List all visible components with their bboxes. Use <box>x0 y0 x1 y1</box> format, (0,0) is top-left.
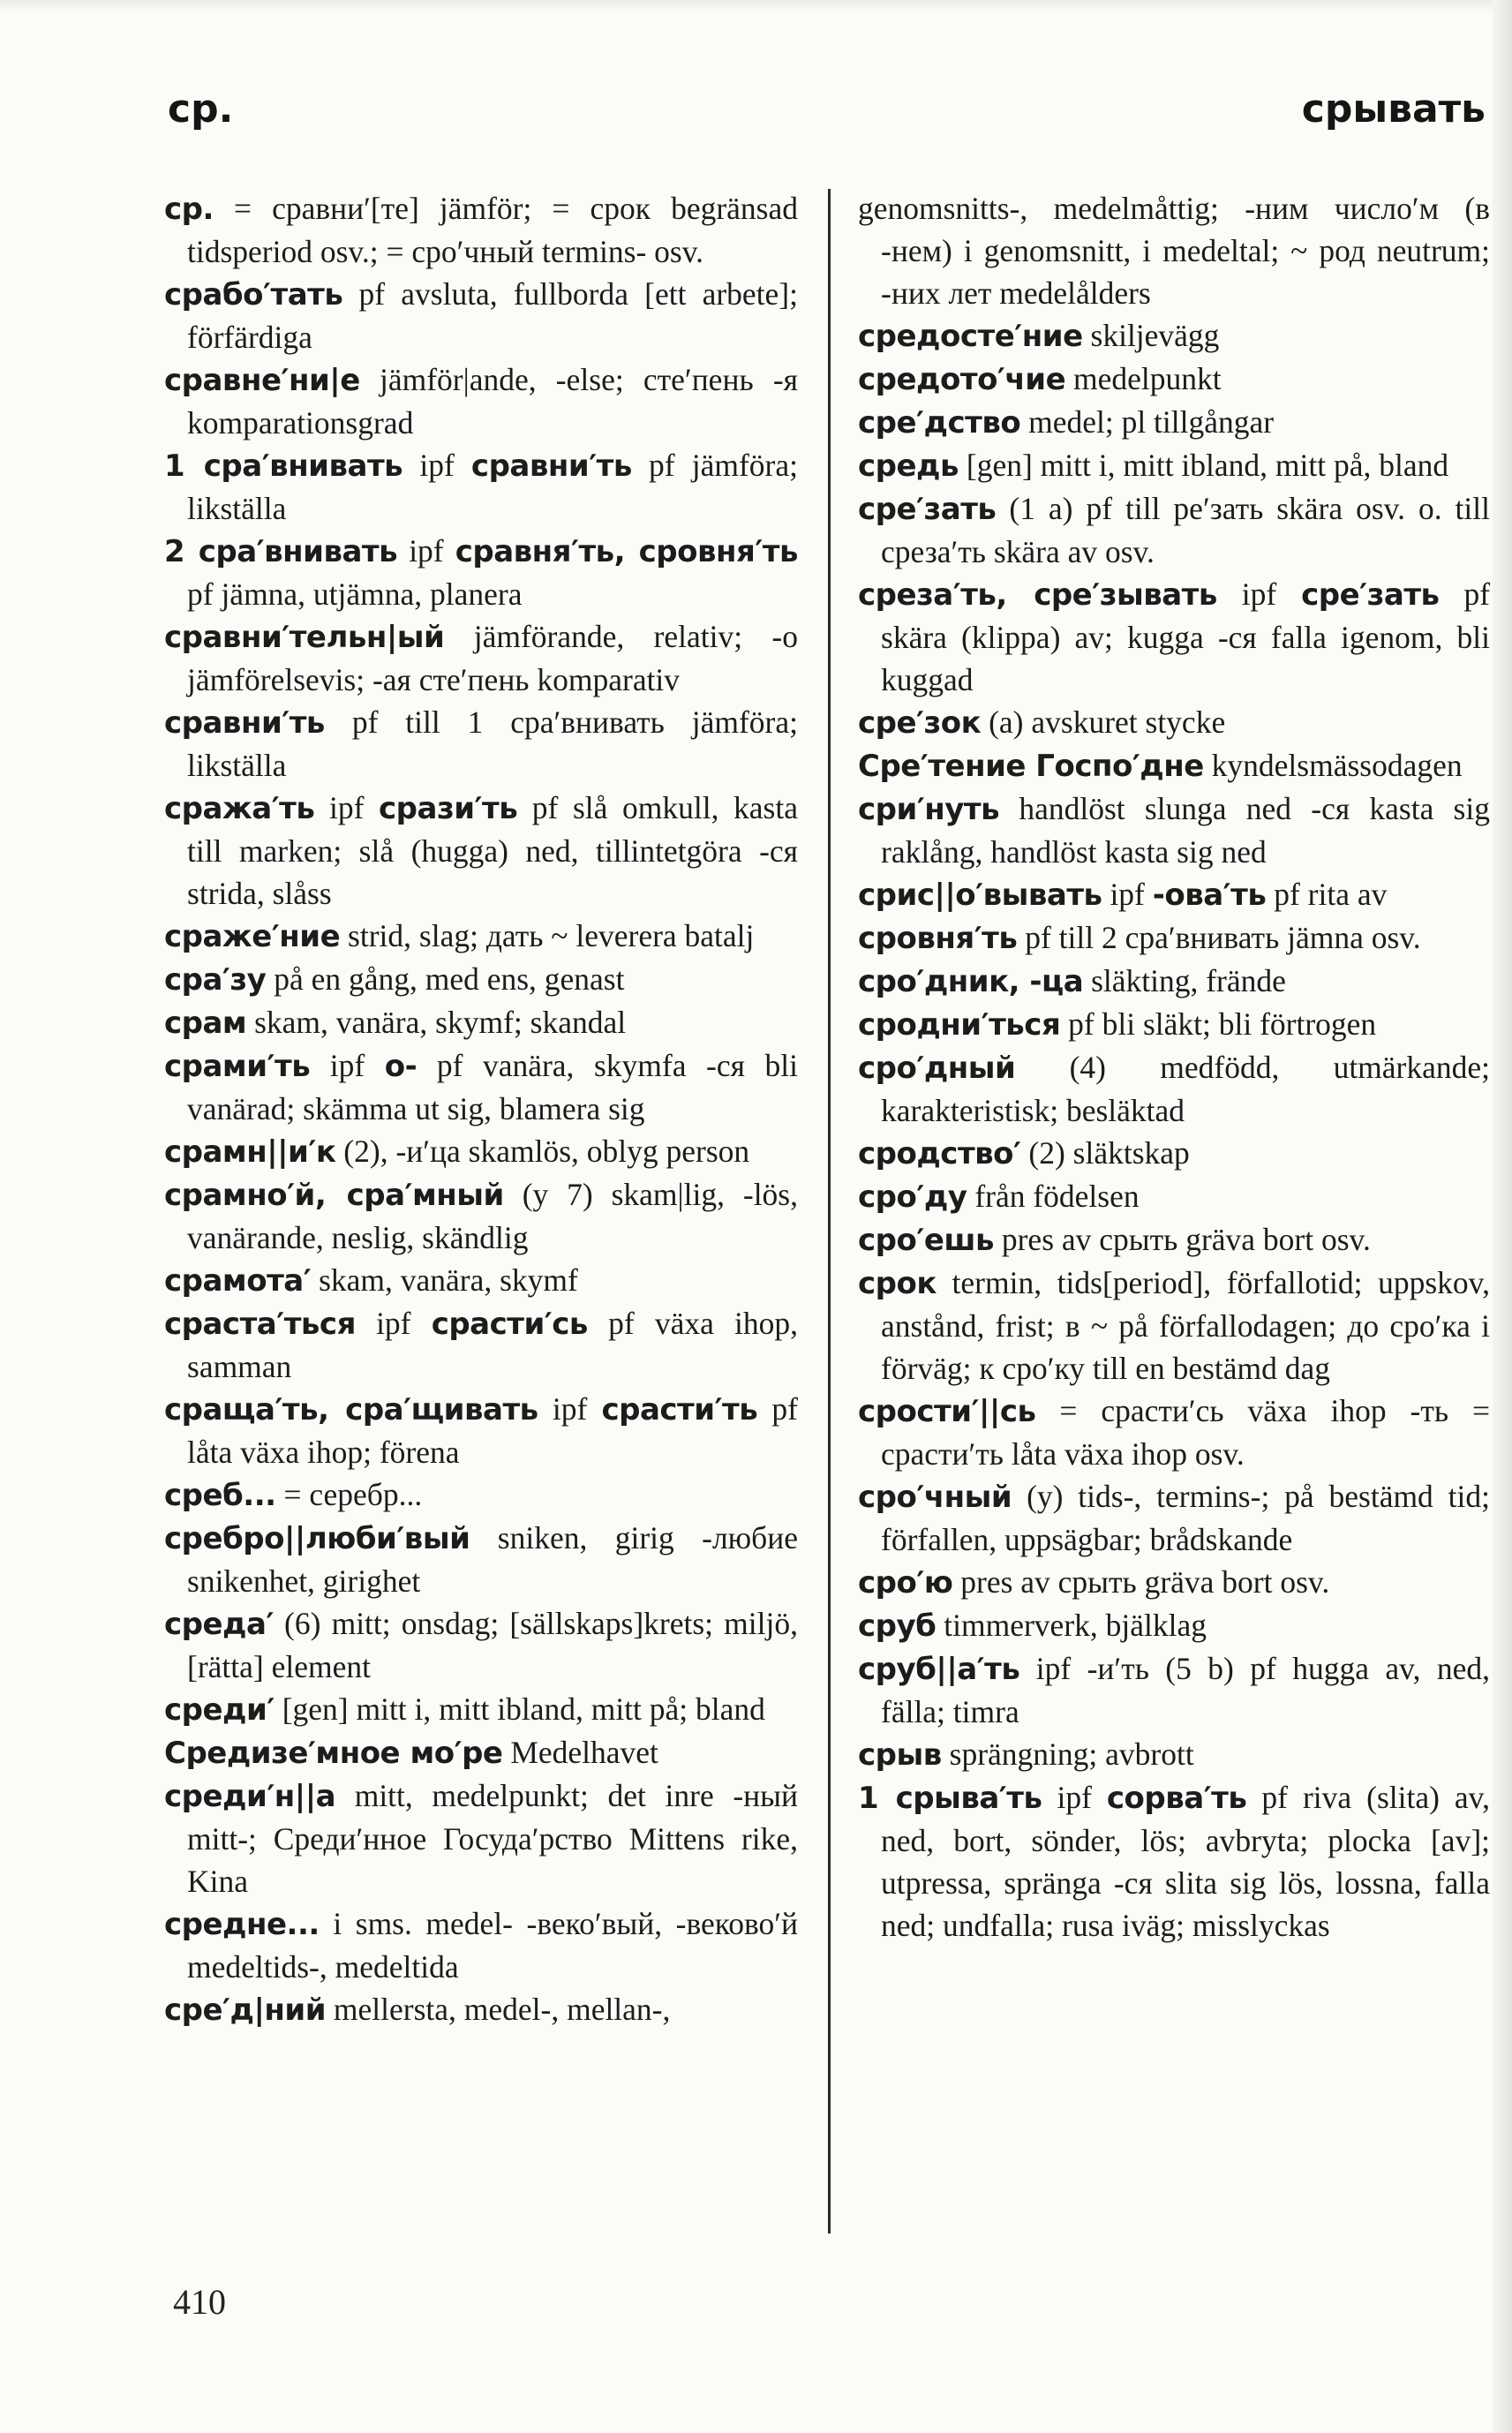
definition: ipf <box>314 790 380 825</box>
dictionary-entry <box>164 1473 798 1517</box>
page-top-shadow <box>0 0 1493 12</box>
dictionary-entry <box>164 1731 798 1774</box>
headword: среза′ть, сре′зывать <box>858 577 1217 613</box>
definition: = срасти′сь växa ihop -ть = срасти′ть låta växa ihop osv. <box>881 1393 1490 1472</box>
headword: среб... <box>164 1478 276 1513</box>
definition: pres av срыть gräva bort osv. <box>993 1222 1371 1257</box>
dictionary-entry <box>858 358 1490 401</box>
paired-headword: о- <box>384 1049 417 1084</box>
dictionary-entry <box>858 573 1490 701</box>
definition: = сравни′[те] jämför; = срок begränsad tidsperiod osv.; = сро′чный termins- osv. <box>187 191 798 269</box>
definition: kyndelsmässodagen <box>1203 748 1463 783</box>
dictionary-entry <box>164 273 798 358</box>
definition: ipf <box>1042 1780 1107 1815</box>
headword: срис||о′вывать <box>858 878 1102 913</box>
headword: срамота′ <box>164 1263 312 1299</box>
headword: сраста′ться <box>164 1307 356 1342</box>
dictionary-entry <box>858 1604 1490 1647</box>
headword: средосте′ние <box>858 319 1083 354</box>
headword: сраже′ние <box>164 919 341 954</box>
dictionary-entry <box>858 873 1490 916</box>
running-head-left: ср. <box>168 87 234 132</box>
definition: timmerverk, bjälklag <box>936 1608 1207 1643</box>
dictionary-entry <box>164 1517 798 1602</box>
definition: pres av срыть gräva bort osv. <box>952 1564 1330 1600</box>
headword: средь <box>858 448 959 484</box>
headword: сро′дник, -ца <box>858 964 1084 999</box>
dictionary-entry <box>164 615 798 701</box>
definition: ipf <box>1216 576 1302 612</box>
dictionary-entry <box>858 701 1490 744</box>
headword: срам <box>164 1006 247 1041</box>
headword: 1 срыва′ть <box>858 1781 1042 1816</box>
definition: = серебр... <box>275 1477 423 1512</box>
headword: сребро||люби′вый <box>164 1521 470 1556</box>
dictionary-entry <box>164 530 798 615</box>
definition-continued: pf skära (klippa) av; kugga -ся falla igenom, bli kuggad <box>881 576 1491 697</box>
definition: [gen] mitt i, mitt ibland, mitt på; bland <box>274 1691 765 1727</box>
definition: jämförande, relativ; -о jämförelsevis; -ая сте′пень komparativ <box>187 619 798 697</box>
headword: сра′зу <box>164 962 267 998</box>
headword: сре′д|ний <box>164 1992 327 2028</box>
dictionary-entry <box>858 1218 1490 1262</box>
definition: strid, slag; дать ~ leverera batalj <box>340 918 755 953</box>
headword: среди′ <box>164 1692 275 1728</box>
dictionary-entry <box>164 1001 798 1044</box>
dictionary-entry <box>858 1046 1490 1132</box>
dictionary-entry <box>164 1388 798 1473</box>
definition: medelpunkt <box>1065 361 1222 396</box>
headword: сродни′ться <box>858 1007 1061 1043</box>
definition: (6) mitt; onsdag; [sällskaps]krets; miljö, [rätta] element <box>187 1606 798 1684</box>
headword: сро′ду <box>858 1179 967 1215</box>
definition: skam, vanära, skymf; skandal <box>246 1005 627 1040</box>
page-edge <box>1493 0 1512 2433</box>
definition: ipf <box>355 1306 432 1341</box>
dictionary-entry <box>858 1003 1490 1046</box>
paired-headword: срази′ть <box>379 791 518 826</box>
definition: mellersta, medel-, mellan-, <box>326 1992 671 2027</box>
dictionary-entry <box>164 915 798 958</box>
dictionary-entry <box>858 487 1490 573</box>
dictionary-entry <box>164 1044 798 1130</box>
definition: ipf <box>402 448 471 483</box>
paired-headword: срасти′ть <box>601 1392 758 1427</box>
running-head-right: срывать <box>1301 87 1486 132</box>
headword: сравни′тельн|ый <box>164 620 445 655</box>
definition: från födelsen <box>967 1179 1140 1214</box>
headword: сре′зать <box>858 492 997 527</box>
dictionary-entry <box>858 1561 1490 1604</box>
definition: pf avsluta, fullborda [ett arbete]; förfärdiga <box>187 276 798 355</box>
dictionary-entry <box>164 787 798 915</box>
paired-headword: сравня′ть, сровня′ть <box>455 534 799 569</box>
definition-continued: pf slå omkull, kasta till marken; slå (hugga) ned, tillintetgöra -ся strida, slåss <box>187 790 798 911</box>
dictionary-entry <box>858 1262 1490 1390</box>
dictionary-entry <box>858 1776 1490 1947</box>
paired-headword: сре′зать <box>1301 577 1440 613</box>
dictionary-entry <box>858 787 1490 873</box>
paired-headword: срасти′сь <box>431 1307 588 1342</box>
definition: mitt, medelpunkt; det inre -ный mitt-; Среди′нное Госуда′рство Mittens rike, Kina <box>187 1778 798 1899</box>
headword: сро′дный <box>858 1051 1016 1086</box>
dictionary-entry <box>858 916 1490 960</box>
definition: (2), -и′ца skamlös, oblyg person <box>335 1134 750 1169</box>
dictionary-entry <box>858 314 1490 358</box>
definition: [gen] mitt i, mitt ibland, mitt på, bland <box>959 448 1449 483</box>
definition: Medelhavet <box>502 1735 658 1770</box>
headword: сравни′ть <box>164 705 325 741</box>
definition: sniken, girig -любие snikenhet, girighet <box>187 1520 798 1599</box>
headword: 2 сра′внивать <box>164 534 398 569</box>
page-number: 410 <box>173 2282 226 2322</box>
dictionary-entry <box>858 1475 1490 1561</box>
headword: сраща′ть, сра′щивать <box>164 1392 538 1427</box>
definition: (1 a) pf till ре′зать skära osv. o. till среза′ть skära av osv. <box>881 491 1490 569</box>
definition: pf till 1 сра′внивать jämföra; likställa <box>187 704 798 783</box>
dictionary-entry <box>164 1130 798 1173</box>
definition-continued: pf jämna, utjämna, planera <box>187 576 523 612</box>
headword: срамн||и′к <box>164 1134 336 1170</box>
dictionary-entry <box>164 444 798 530</box>
paired-headword: -ова′ть <box>1152 878 1267 913</box>
headword: сровня′ть <box>858 921 1018 956</box>
definition: handlöst slunga ned -ся kasta sig raklång, handlöst kasta sig ned <box>881 791 1490 870</box>
dictionary-entry <box>164 358 798 444</box>
dictionary-entry <box>858 1647 1490 1733</box>
definition: medel; pl tillgångar <box>1020 404 1275 440</box>
dictionary-entry <box>164 1173 798 1259</box>
definition: i sms. medel- -веко′вый, -веково′й medeltids-, medeltida <box>187 1906 798 1985</box>
definition: ipf -и′ть (5 b) pf hugga av, ned, fälla; timra <box>881 1651 1490 1729</box>
dictionary-entry <box>164 1259 798 1302</box>
dictionary-entry <box>858 1733 1490 1776</box>
definition: jämför|ande, -else; сте′пень -я komparationsgrad <box>187 362 798 441</box>
headword: 1 сра′внивать <box>164 448 403 484</box>
dictionary-entry <box>858 1132 1490 1175</box>
definition: skam, vanära, skymf <box>311 1262 578 1298</box>
left-column <box>164 187 798 2031</box>
definition: ipf <box>397 533 455 569</box>
paired-headword: сравни′ть <box>470 448 632 484</box>
headword: ср. <box>164 192 214 227</box>
definition: (a) avskuret stycke <box>981 704 1226 740</box>
dictionary-entry <box>858 444 1490 487</box>
definition: (2) släktskap <box>1020 1135 1190 1171</box>
definition: ipf <box>538 1391 602 1427</box>
definition-continued: pf riva (slita) av, ned, bort, sönder, lös; avbryta; plocka [av]; utpressa, spränga -ся slita sig lös, lossna, falla ned; undfalla; rusa iväg; misslyckas <box>881 1780 1490 1943</box>
headword: срамно′й, сра′мный <box>164 1178 504 1213</box>
headword: сража′ть <box>164 791 315 826</box>
headword: сравне′ни|е <box>164 363 360 398</box>
definition-continued: pf jämföra; likställa <box>187 448 798 526</box>
headword: Сре′тение Госпо′дне <box>858 749 1204 784</box>
dictionary-entry <box>164 1774 798 1902</box>
dictionary-entry <box>858 960 1490 1003</box>
headword: средне... <box>164 1907 320 1942</box>
definition: genomsnitts-, medelmåttig; -ним число′м (в -нем) i genomsnitt, i medeltal; ~ род neutrum; -них лет medelålders <box>858 191 1490 311</box>
definition: (4) medfödd, utmärkande; karakteristisk; besläktad <box>881 1050 1490 1128</box>
headword: срыв <box>858 1737 942 1773</box>
dictionary-entry <box>164 701 798 787</box>
headword: сре′зок <box>858 705 982 741</box>
definition-continued: pf rita av <box>1266 877 1388 912</box>
right-column <box>858 187 1490 1947</box>
headword: срости′||сь <box>858 1394 1036 1429</box>
definition: släkting, frände <box>1083 963 1286 998</box>
dictionary-entry <box>858 401 1490 444</box>
headword: сро′ешь <box>858 1223 994 1258</box>
definition: termin, tids[period], förfallotid; uppskov, anstånd, frist; в ~ på förfallodagen; до сро′ка i förväg; к сро′ку till en bestämd dag <box>881 1265 1490 1386</box>
definition: ipf <box>1102 877 1153 912</box>
dictionary-entry <box>858 1390 1490 1475</box>
headword: срабо′тать <box>164 277 343 313</box>
dictionary-entry <box>164 1902 798 1988</box>
headword: сро′ю <box>858 1565 953 1601</box>
definition: skiljevägg <box>1082 318 1220 353</box>
headword: Средизе′мное мо′ре <box>164 1736 503 1771</box>
headword: сруб <box>858 1608 937 1644</box>
headword: сруб||а′ть <box>858 1652 1020 1687</box>
definition: sprängning; avbrott <box>941 1736 1194 1772</box>
headword: срами′ть <box>164 1049 311 1084</box>
dictionary-entry <box>164 1688 798 1731</box>
paired-headword: сорва′ть <box>1106 1781 1247 1816</box>
headword: срок <box>858 1266 937 1301</box>
definition: ipf <box>310 1048 385 1083</box>
headword: сродство′ <box>858 1136 1021 1171</box>
dictionary-entry <box>858 744 1490 787</box>
definition: (у) tids-, termins-; på bestämd tid; förfallen, uppsägbar; brådskande <box>881 1479 1490 1557</box>
headword: среди′н||а <box>164 1779 336 1814</box>
headword: сри′нуть <box>858 792 1000 827</box>
definition: (у 7) skam|lig, -lös, vanärande, neslig, skändlig <box>187 1177 798 1255</box>
dictionary-entry <box>164 958 798 1001</box>
headword: сро′чный <box>858 1480 1012 1515</box>
headword: средото′чие <box>858 362 1066 397</box>
column-divider <box>828 189 831 2233</box>
dictionary-entry <box>164 1988 798 2031</box>
dictionary-entry <box>164 1602 798 1688</box>
definition: pf bli släkt; bli förtrogen <box>1060 1006 1377 1042</box>
dictionary-entry <box>164 1302 798 1388</box>
definition-continued: pf låta växa ihop; förena <box>187 1391 798 1470</box>
dictionary-entry <box>164 187 798 273</box>
headword: сре′дство <box>858 405 1021 441</box>
definition-continued: pf vanära, skymfa -ся bli vanärad; skämma ut sig, blamera sig <box>187 1048 798 1126</box>
dictionary-entry <box>858 1175 1490 1218</box>
dictionary-entry <box>858 187 1490 314</box>
definition: pf till 2 сра′внивать jämna osv. <box>1017 920 1421 955</box>
definition: på en gång, med ens, genast <box>266 961 625 997</box>
definition-continued: pf växa ihop, samman <box>187 1306 799 1384</box>
headword: среда′ <box>164 1607 274 1642</box>
